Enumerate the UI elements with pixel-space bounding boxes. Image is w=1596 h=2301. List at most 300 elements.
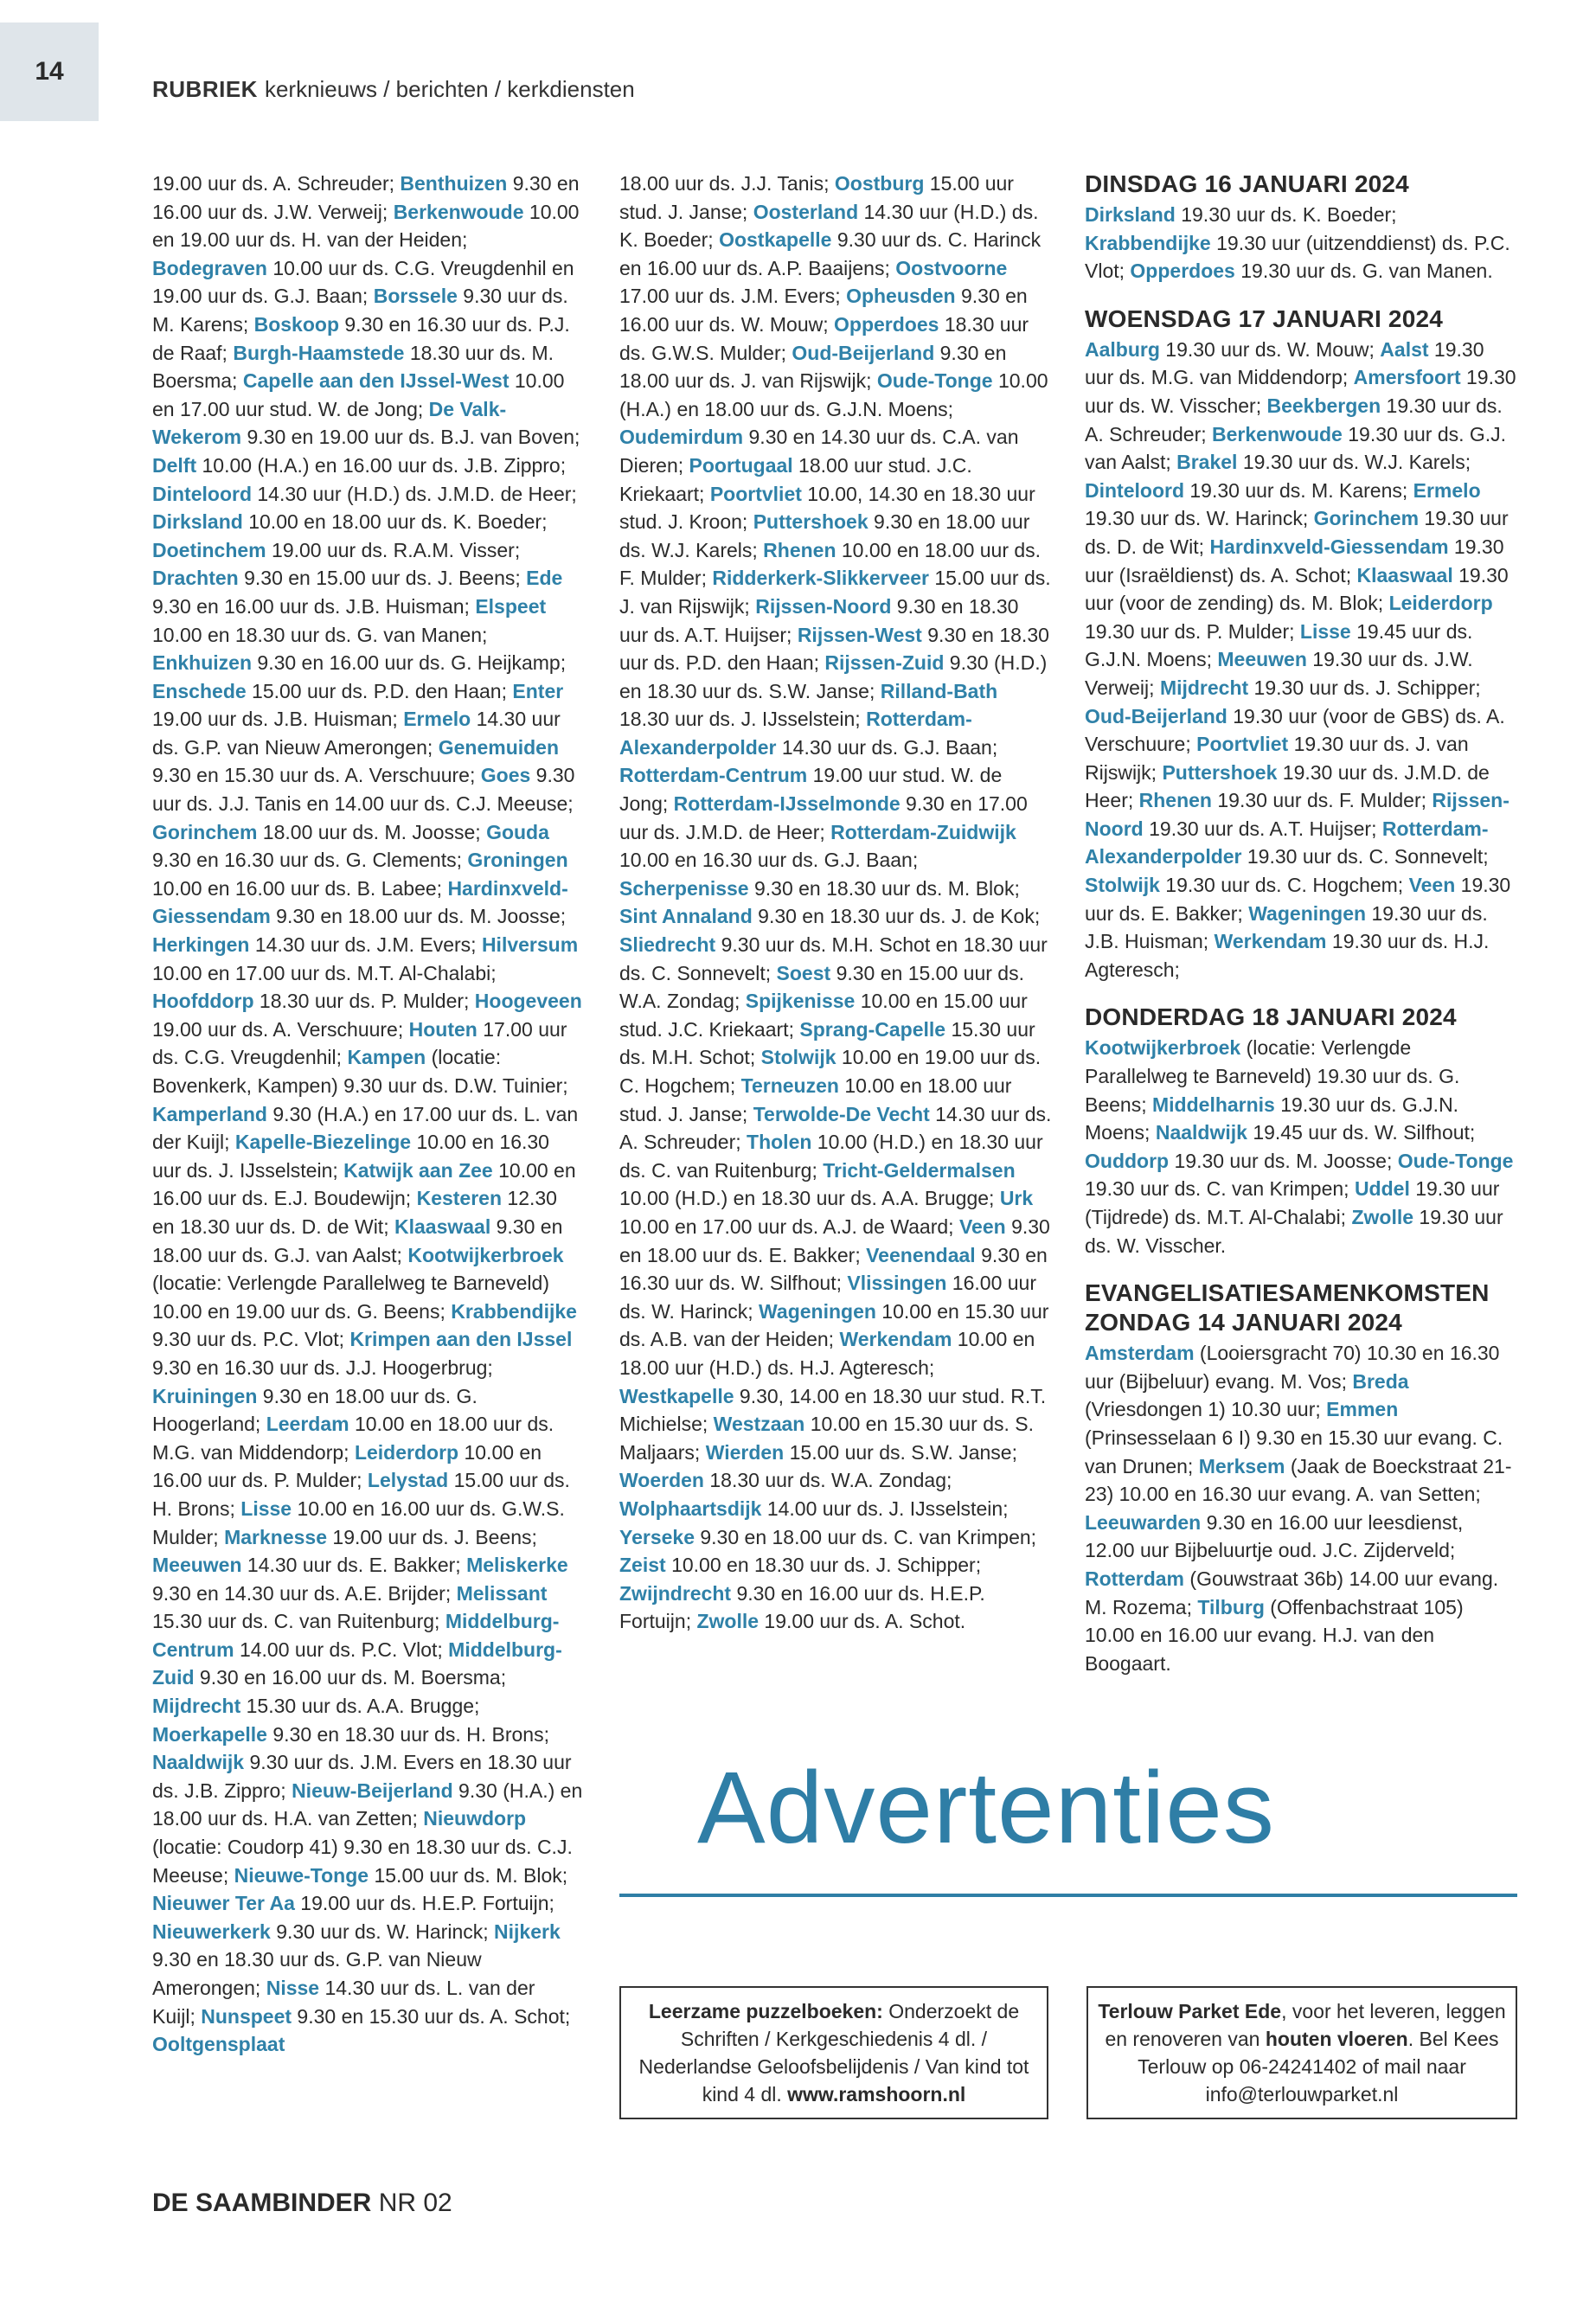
ad-text <box>1095 1997 1509 2108</box>
service-text: 12.30 en 18.30 uur ds. D. de Wit; <box>152 1187 557 1238</box>
service-text: 9.30 en 18.00 uur ds. W.J. Karels; <box>619 510 1030 561</box>
place-name: Kamperland <box>152 1102 267 1125</box>
service-text: 19.30 uur ds. A. Schreuder; <box>1085 394 1503 445</box>
ad-emphasis: www.ramshoorn.nl <box>787 2083 966 2106</box>
ad-emphasis: houten vloeren <box>1265 2028 1408 2050</box>
service-text: (Jaak de Boeckstraat 21-23) 10.00 en 16.30 uur evang. A. van Setten; <box>1085 1454 1512 1506</box>
place-name: Boskoop <box>253 312 339 336</box>
place-name: Woerden <box>619 1469 704 1492</box>
place-name: Opperdoes <box>834 312 939 336</box>
place-name: Westzaan <box>713 1413 805 1436</box>
place-name: Rijssen-Noord <box>1085 789 1509 840</box>
place-name: Sliedrecht <box>619 933 716 957</box>
place-name: Ermelo <box>1413 478 1481 502</box>
service-text: 10.00 en 19.00 uur ds. H. van der Heiden; <box>152 200 580 252</box>
service-text: 19.30 uur (voor de GBS) ds. A. Verschuure; <box>1085 704 1505 756</box>
place-name: Middelharnis <box>1152 1093 1275 1116</box>
service-text: 9.30 en 18.00 uur ds. G. Hoogerland; <box>152 1384 478 1436</box>
service-text: 9.30 uur ds. M.H. Schot en 18.30 uur ds. C. Sonnevelt; <box>619 933 1048 984</box>
service-text: 14.30 uur (H.D.) ds. K. Boeder; <box>619 200 1039 252</box>
place-name: Hardinxveld-Giessendam <box>1209 535 1449 558</box>
service-text: 10.00 en 17.00 uur stud. W. de Jong; <box>152 369 565 420</box>
service-text: 9.30 en 16.00 uur ds. J.W. Verweij; <box>152 172 580 223</box>
service-text: 19.30 uur ds. M.G. van Middendorp; <box>1085 337 1484 389</box>
place-name: Rotterdam <box>1085 1567 1185 1590</box>
service-text: 9.30 en 17.00 uur ds. J.M.D. de Heer; <box>619 792 1028 843</box>
service-text: (locatie: Verlengde Parallelweg te Barneveld) 10.00 en 19.00 uur ds. G. Beens; <box>152 1272 549 1323</box>
place-name: Tilburg <box>1197 1595 1265 1618</box>
service-text: 10.00 en 18.30 uur ds. J. Schipper; <box>665 1554 982 1577</box>
place-name: Kapelle-Biezelinge <box>234 1131 412 1154</box>
day-section <box>1085 1003 1517 1259</box>
service-text: 15.00 uur stud. J. Janse; <box>619 172 1014 223</box>
service-text: 10.00 en 16.00 uur ds. B. Labee; <box>152 876 448 900</box>
service-text: 19.30 uur ds. W. Visscher; <box>1085 366 1516 417</box>
service-text: 18.30 uur ds. P. Mulder; <box>253 990 475 1013</box>
service-text: 9.30 en 14.30 uur ds. C.A. van Dieren; <box>619 426 1019 477</box>
place-name: Vlissingen <box>847 1272 947 1295</box>
place-name: Ede <box>526 567 563 590</box>
place-name: Kesteren <box>416 1187 503 1210</box>
service-text: 9.30 en 18.00 uur ds. E. Bakker; <box>619 1215 1050 1266</box>
service-text: 10.00 en 18.00 uur stud. J. Janse; <box>619 1074 1012 1125</box>
place-name: Lisse <box>1299 619 1351 643</box>
service-text: 19.30 uur ds. W. Visscher. <box>1085 1206 1503 1257</box>
service-text: 16.00 uur ds. W. Harinck; <box>619 1272 1037 1323</box>
service-text: 19.30 uur ds. H.J. Agteresch; <box>1085 930 1490 981</box>
service-text: 18.30 uur ds. M. Boersma; <box>152 341 554 393</box>
service-text: 19.30 uur ds. D. de Wit; <box>1085 507 1509 558</box>
service-text: 15.00 uur ds. M. Blok; <box>369 1863 568 1887</box>
service-text: 14.30 uur ds. G.J. Baan; <box>776 735 998 759</box>
service-text: 9.30 en 16.30 uur ds. G. Clements; <box>152 849 468 872</box>
place-name: Nieuwe-Tonge <box>234 1863 369 1887</box>
place-name: Poortugaal <box>689 453 793 477</box>
place-name: Veen <box>1408 874 1456 897</box>
day-services <box>1085 336 1517 984</box>
place-name: Uddel <box>1354 1177 1410 1201</box>
service-text: 19.30 uur ds. F. Mulder; <box>1211 789 1433 812</box>
service-text: 9.30 en 18.30 uur ds. G.P. van Nieuw Amerongen; <box>152 1948 482 1999</box>
place-name: Mijdrecht <box>152 1695 241 1718</box>
place-name: Opheusden <box>846 285 956 308</box>
place-name: Hoofddorp <box>152 990 254 1013</box>
place-name: Dirksland <box>1085 203 1176 226</box>
service-text: 10.00 en 16.30 uur ds. G.J. Baan; <box>619 849 919 872</box>
service-text: 10.00 en 18.00 uur ds. M.G. van Middendorp; <box>152 1413 554 1464</box>
header-rubric: RUBRIEK <box>152 76 258 102</box>
place-name: Bodegraven <box>152 256 267 279</box>
service-text: 15.30 uur ds. M.H. Schot; <box>619 1017 1035 1069</box>
service-text: 19.00 uur ds. J. Beens; <box>327 1525 537 1548</box>
service-text: 9.30 en 18.30 uur ds. H. Brons; <box>266 1722 549 1746</box>
service-text: 19.30 uur ds. M. Joosse; <box>1169 1149 1398 1172</box>
service-text: 18.00 uur stud. J.C. Kriekaart; <box>619 453 972 505</box>
place-name: Leiderdorp <box>354 1440 459 1464</box>
service-text: (Looiersgracht 70) 10.30 en 16.30 uur (Bijbeluur) evang. M. Vos; <box>1085 1342 1500 1393</box>
service-text: 14.30 uur ds. E. Bakker; <box>241 1554 467 1577</box>
place-name: Rilland-Bath <box>880 679 998 702</box>
place-name: Berkenwoude <box>1212 422 1343 445</box>
place-name: Doetinchem <box>152 538 266 561</box>
service-text: 9.30 en 15.00 uur ds. W.A. Zondag; <box>619 961 1024 1013</box>
place-name: Rotterdam-Alexanderpolder <box>619 708 972 759</box>
place-name: Puttershoek <box>1162 760 1278 784</box>
place-name: Nunspeet <box>201 2004 292 2028</box>
place-name: Wolphaartsdijk <box>619 1497 762 1520</box>
day-heading: DINSDAG 16 JANUARI 2024 <box>1085 170 1409 197</box>
service-text: 15.00 uur ds. H. Brons; <box>152 1469 570 1520</box>
ad-body-text: . Bel Kees Terlouw op 06-24241402 of mail naar info@terlouwparket.nl <box>1138 2028 1499 2106</box>
place-name: Naaldwijk <box>152 1751 245 1774</box>
service-text: 10.00 en 16.30 uur ds. J. IJsselstein; <box>152 1131 549 1182</box>
service-text: 9.30 en 16.30 uur ds. J.J. Hoogerbrug; <box>152 1356 493 1379</box>
service-text: 10.00 en 18.30 uur ds. G. van Manen; <box>152 623 488 646</box>
service-text: 9.30 uur ds. P.C. Vlot; <box>152 1328 350 1351</box>
service-text: 14.00 uur ds. J. IJsselstein; <box>761 1497 1009 1520</box>
service-text: 19.30 uur ds. G.J. van Aalst; <box>1085 422 1507 474</box>
service-text: 9.30 uur ds. W. Harinck; <box>270 1920 495 1943</box>
place-name: Veen <box>958 1215 1006 1238</box>
service-text: 10.00 en 15.30 uur ds. A.B. van der Heiden; <box>619 1299 1049 1351</box>
service-text: 19.30 uur ds. W.J. Karels; <box>1237 451 1471 474</box>
service-text: 19.00 uur ds. J.B. Huisman; <box>152 708 404 731</box>
service-text: 9.30 en 18.00 uur ds. J. van Rijswijk; <box>619 341 1007 393</box>
service-text: 19.00 uur ds. A. Schreuder; <box>152 172 401 195</box>
service-text: 14.00 uur ds. P.C. Vlot; <box>234 1638 449 1661</box>
place-name: Hilversum <box>481 933 579 957</box>
service-text: 19.00 uur stud. W. de Jong; <box>619 764 1003 816</box>
service-text: 9.30, 14.00 en 18.30 uur stud. R.T. Michielse; <box>619 1384 1047 1436</box>
service-text: 9.30 uur ds. J.M. Evers en 18.30 uur ds. J.B. Zippro; <box>152 1751 572 1802</box>
service-text: 9.30 en 19.00 uur ds. B.J. van Boven; <box>241 426 580 449</box>
place-name: Brakel <box>1176 451 1238 474</box>
place-name: Oosterland <box>753 200 859 223</box>
advertenties-divider <box>619 1894 1517 1897</box>
place-name: Dirksland <box>152 510 243 534</box>
service-text: 19.30 uur ds. C. Hogchem; <box>1159 874 1409 897</box>
place-name: Hardinxveld-Giessendam <box>152 876 568 928</box>
place-name: Kampen <box>347 1046 426 1069</box>
service-text: 15.30 uur ds. C. van Ruitenburg; <box>152 1610 445 1633</box>
page-footer <box>152 2189 452 2218</box>
service-text: 9.30 en 16.00 uur ds. G. Heijkamp; <box>252 651 567 675</box>
place-name: Krabbendijke <box>451 1299 577 1323</box>
place-name: Rotterdam-IJsselmonde <box>673 792 901 816</box>
footer-publication: DE SAAMBINDER <box>152 2189 372 2217</box>
day-section <box>1085 304 1517 984</box>
place-name: Spijkenisse <box>745 990 856 1013</box>
service-text: 19.00 uur ds. A. Verschuure; <box>152 1017 409 1041</box>
place-name: Leiderdorp <box>1388 592 1493 615</box>
place-name: Poortvliet <box>1196 733 1289 756</box>
place-name: Klaaswaal <box>1356 563 1453 586</box>
service-text: 14.30 uur ds. A. Schreuder; <box>619 1102 1052 1154</box>
place-name: Kootwijkerbroek <box>407 1243 564 1266</box>
place-name: Poortvliet <box>709 482 802 505</box>
ad-body-text: , voor het leveren, leggen en renoveren van <box>1105 2000 1506 2050</box>
place-name: Amersfoort <box>1353 366 1461 389</box>
service-text: 10.00 en 15.30 uur ds. S. Maljaars; <box>619 1413 1035 1464</box>
place-name: Werkendam <box>1214 930 1327 953</box>
service-text: 9.30 (H.A.) en 18.00 uur ds. H.A. van Zetten; <box>152 1779 583 1830</box>
place-name: Westkapelle <box>619 1384 734 1407</box>
service-text: 19.45 uur ds. G.J.N. Moens; <box>1085 619 1473 671</box>
place-name: Ridderkerk-Slikkerveer <box>712 567 929 590</box>
service-text: 19.30 uur (uitzenddienst) ds. P.C. Vlot; <box>1085 231 1510 283</box>
place-name: Naaldwijk <box>1155 1121 1247 1144</box>
service-text: 19.30 uur (Tijdrede) ds. M.T. Al-Chalabi; <box>1085 1177 1500 1228</box>
service-text: 10.00 en 17.00 uur ds. M.T. Al-Chalabi; <box>152 961 497 984</box>
place-name: Rotterdam-Zuidwijk <box>830 820 1016 843</box>
place-name: De Valk-Wekerom <box>152 397 507 449</box>
place-name: Amsterdam <box>1085 1342 1195 1365</box>
service-text: 19.30 uur ds. C. Sonnevelt; <box>1241 845 1489 868</box>
place-name: Merksem <box>1198 1454 1285 1477</box>
place-name: Leerdam <box>266 1413 349 1436</box>
service-text: 15.00 uur ds. P.D. den Haan; <box>246 679 513 702</box>
service-text: 10.00 (H.A.) en 16.00 uur ds. J.B. Zippro; <box>196 453 567 477</box>
service-text: 19.30 uur ds. C. van Krimpen; <box>1085 1177 1355 1201</box>
place-name: Marknesse <box>224 1525 328 1548</box>
place-name: Wierden <box>705 1440 785 1464</box>
service-text: 19.30 uur ds. A.T. Huijser; <box>1143 817 1382 840</box>
place-name: Dinteloord <box>1085 478 1184 502</box>
service-text: 15.00 uur ds. S.W. Janse; <box>784 1440 1017 1464</box>
place-name: Aalburg <box>1085 337 1160 361</box>
page-number-box <box>0 22 99 121</box>
place-name: Capelle aan den IJssel-West <box>242 369 510 393</box>
place-name: Aalst <box>1380 337 1429 361</box>
place-name: Melissant <box>456 1581 548 1605</box>
place-name: Nieuwer Ter Aa <box>152 1892 295 1915</box>
ad-body-text: Onderzoekt de Schriften / Kerkgeschiedenis 4 dl. / Nederlandse Geloofsbelijdenis / Van kind tot kind 4 dl. <box>638 2000 1029 2106</box>
service-text: 9.30 en 18.00 uur ds. C. van Krimpen; <box>694 1525 1037 1548</box>
service-text: (locatie: Coudorp 41) 9.30 en 18.30 uur ds. C.J. Meeuse; <box>152 1836 573 1887</box>
place-name: Benthuizen <box>400 172 508 195</box>
place-name: Gorinchem <box>1313 507 1420 530</box>
service-text: 18.30 uur ds. G.W.S. Mulder; <box>619 312 1029 364</box>
place-name: Zwijndrecht <box>619 1581 732 1605</box>
service-text: 19.45 uur ds. W. Silfhout; <box>1247 1121 1476 1144</box>
place-name: Beekbergen <box>1266 394 1381 417</box>
place-name: Nijkerk <box>494 1920 561 1943</box>
place-name: Sprang-Capelle <box>799 1017 946 1041</box>
place-name: Mijdrecht <box>1159 676 1249 699</box>
place-name: Breda <box>1352 1369 1409 1393</box>
place-name: Berkenwoude <box>393 200 524 223</box>
service-text: 10.00 (H.D.) en 18.30 uur ds. A.A. Brugge; <box>619 1187 1000 1210</box>
service-text: 9.30 en 16.00 uur ds. W. Mouw; <box>619 285 1028 336</box>
place-name: Enkhuizen <box>152 651 253 675</box>
place-name: Wageningen <box>1248 901 1367 925</box>
service-text: 9.30 en 16.00 uur ds. M. Boersma; <box>194 1666 507 1689</box>
service-text: 10.00 (H.D.) en 18.30 uur ds. C. van Ruitenburg; <box>619 1131 1043 1182</box>
service-text: 18.00 uur ds. M. Joosse; <box>257 820 487 843</box>
place-name: Ermelo <box>403 708 471 731</box>
place-name: Nisse <box>266 1977 320 1999</box>
service-text: 17.00 uur ds. C.G. Vreugdenhil; <box>152 1017 567 1069</box>
place-name: Lelystad <box>367 1469 449 1492</box>
place-name: Rijssen-West <box>797 623 922 646</box>
place-name: Rhenen <box>1138 789 1212 812</box>
service-text: 19.30 uur ds. W. Mouw; <box>1159 337 1381 361</box>
service-text: 10.00, 14.30 en 18.30 uur stud. J. Kroon; <box>619 482 1035 534</box>
service-text: 19.30 uur ds. P. Mulder; <box>1085 619 1300 643</box>
place-name: Nieuw-Beijerland <box>292 1779 453 1802</box>
service-text: 9.30 en 15.00 uur ds. J. Beens; <box>238 567 527 590</box>
service-text: (locatie: Verlengde Parallelweg te Barneveld) 19.30 uur ds. G. Beens; <box>1085 1036 1460 1116</box>
service-text: 10.00 en 18.00 uur (H.D.) ds. H.J. Agteresch; <box>619 1328 1035 1379</box>
place-name: Genemuiden <box>438 735 560 759</box>
day-heading: WOENSDAG 17 JANUARI 2024 <box>1085 304 1444 332</box>
service-text: 14.30 uur ds. G.P. van Nieuw Amerongen; <box>152 708 561 759</box>
ad-emphasis: Leerzame puzzelboeken: <box>648 2000 883 2022</box>
place-name: Groningen <box>467 849 568 872</box>
day-section <box>1085 1279 1517 1677</box>
place-name: Ouddorp <box>1085 1149 1170 1172</box>
place-name: Borssele <box>373 285 458 308</box>
advertisement-terlouw-parket <box>1086 1986 1517 2119</box>
service-text: 19.30 uur ds. G. van Manen. <box>1234 260 1493 283</box>
place-name: Dinteloord <box>152 482 252 505</box>
service-text: 19.30 uur ds. J. van Rijswijk; <box>1085 733 1469 784</box>
service-text: 10.00 en 16.00 uur ds. G.W.S. Mulder; <box>152 1497 565 1548</box>
service-text: 9.30 en 15.30 uur ds. A. Schot; <box>292 2004 571 2028</box>
place-name: Krabbendijke <box>1085 231 1211 254</box>
service-text: (Prinsesselaan 6 I) 9.30 en 15.30 uur evang. C. van Drunen; <box>1085 1426 1503 1477</box>
church-services-column-1 <box>152 170 583 2059</box>
place-name: Kruiningen <box>152 1384 258 1407</box>
service-text: 19.30 uur ds. J. Schipper; <box>1248 676 1481 699</box>
place-name: Soest <box>776 961 831 984</box>
place-name: Scherpenisse <box>619 876 749 900</box>
service-text: 19.30 uur ds. G.J.N. Moens; <box>1085 1093 1459 1144</box>
place-name: Krimpen aan den IJssel <box>349 1328 573 1351</box>
service-text: 9.30 en 16.30 uur ds. P.J. de Raaf; <box>152 312 570 364</box>
place-name: Stolwijk <box>1085 874 1160 897</box>
service-text: 19.30 uur ds. J.W. Verweij; <box>1085 648 1473 699</box>
service-text: 9.30 en 18.30 uur ds. A.T. Huijser; <box>619 594 1019 646</box>
service-text: 9.30 (H.A.) en 17.00 uur ds. L. van der Kuijl; <box>152 1102 579 1154</box>
service-text: (Vriesdongen 1) 10.30 uur; <box>1085 1398 1327 1421</box>
place-name: Kootwijkerbroek <box>1085 1036 1241 1060</box>
service-text: 10.00 en 15.00 uur stud. J.C. Kriekaart; <box>619 990 1028 1041</box>
service-text: 19.30 uur (voor de zending) ds. M. Blok; <box>1085 563 1509 615</box>
place-name: Tricht-Geldermalsen <box>823 1158 1016 1182</box>
service-text: 19.00 uur ds. H.E.P. Fortuijn; <box>294 1892 554 1915</box>
place-name: Middelburg-Centrum <box>152 1610 560 1661</box>
place-name: Tholen <box>747 1131 812 1154</box>
place-name: Klaaswaal <box>394 1215 491 1238</box>
place-name: Emmen <box>1326 1398 1399 1421</box>
place-name: Meeuwen <box>152 1554 242 1577</box>
service-text: (Offenbachstraat 105) 10.00 en 16.00 uur evang. H.J. van den Boogaart. <box>1085 1595 1464 1675</box>
place-name: Nieuwerkerk <box>152 1920 271 1943</box>
place-name: Middelburg-Zuid <box>152 1638 562 1689</box>
service-text: 19.30 uur ds. W. Harinck; <box>1085 507 1314 530</box>
place-name: Rotterdam-Centrum <box>619 764 808 787</box>
place-name: Delft <box>152 453 197 477</box>
place-name: Burgh-Haamstede <box>233 341 405 364</box>
service-text: 14.30 uur ds. J.M. Evers; <box>249 933 482 957</box>
service-text: 9.30 en 18.00 uur ds. G.J. van Aalst; <box>152 1215 563 1266</box>
service-text: 9.30 uur ds. C. Harinck en 16.00 uur ds. A.P. Baaijens; <box>619 228 1042 279</box>
service-text: 17.00 uur ds. J.M. Evers; <box>619 285 847 308</box>
service-text: 9.30 en 18.30 uur ds. M. Blok; <box>748 876 1020 900</box>
place-name: Nieuwdorp <box>423 1807 527 1830</box>
day-services <box>1085 1339 1517 1677</box>
place-name: Gorinchem <box>152 820 258 843</box>
place-name: Veenendaal <box>866 1243 976 1266</box>
place-name: Enter <box>512 679 564 702</box>
church-services-column-2 <box>619 170 1052 1636</box>
service-text: 19.30 uur (Israëldienst) ds. A. Schot; <box>1085 535 1504 586</box>
service-text: 9.30 en 14.30 uur ds. A.E. Brijder; <box>152 1581 457 1605</box>
place-name: Opperdoes <box>1130 260 1235 283</box>
service-text: 10.00 en 17.00 uur ds. A.J. de Waard; <box>619 1215 959 1238</box>
service-text: 10.00 en 16.00 uur ds. P. Mulder; <box>152 1440 542 1492</box>
place-name: Oude-Tonge <box>876 369 993 393</box>
place-name: Oostburg <box>834 172 925 195</box>
place-name: Werkendam <box>839 1328 952 1351</box>
service-text: 9.30 uur ds. M. Karens; <box>152 285 568 336</box>
service-text: 14.30 uur (H.D.) ds. J.M.D. de Heer; <box>252 482 577 505</box>
weekday-services-column <box>1085 170 1517 1696</box>
service-text: 19.30 uur ds. K. Boeder; <box>1175 203 1397 226</box>
service-text: 9.30 (H.D.) en 18.30 uur ds. S.W. Janse; <box>619 651 1048 702</box>
service-text: 9.30 en 18.30 uur ds. J. de Kok; <box>752 905 1041 928</box>
service-text: 10.00 (H.A.) en 18.00 uur ds. G.J.N. Moens; <box>619 369 1048 420</box>
place-name: Rijssen-Zuid <box>824 651 945 675</box>
service-text: 19.30 uur ds. M. Karens; <box>1184 478 1413 502</box>
service-text: 9.30 uur ds. J.J. Tanis en 14.00 uur ds. C.J. Meeuse; <box>152 764 575 816</box>
place-name: Oud-Beijerland <box>792 341 935 364</box>
place-name: Oudemirdum <box>619 426 744 449</box>
place-name: Goes <box>480 764 531 787</box>
service-text: 10.00 uur ds. C.G. Vreugdenhil en 19.00 uur ds. G.J. Baan; <box>152 256 574 308</box>
service-text: 9.30 en 16.30 uur ds. W. Silfhout; <box>619 1243 1048 1295</box>
service-text: 9.30 en 16.00 uur leesdienst, 12.00 uur Bijbeluurtje oud. J.C. Zijderveld; <box>1085 1510 1464 1562</box>
page-number: 14 <box>35 57 64 86</box>
day-services <box>1085 1034 1517 1259</box>
service-text: 9.30 en 15.30 uur ds. A. Verschuure; <box>152 764 481 787</box>
place-name: Urk <box>999 1187 1034 1210</box>
place-name: Gouda <box>486 820 549 843</box>
service-text: 18.00 uur ds. J.J. Tanis; <box>619 172 835 195</box>
place-name: Leeuwarden <box>1085 1510 1202 1534</box>
service-text: 10.00 en 19.00 uur ds. C. Hogchem; <box>619 1046 1042 1097</box>
service-text: 18.30 uur ds. W.A. Zondag; <box>703 1469 952 1492</box>
place-name: Lisse <box>240 1497 292 1520</box>
place-name: Enschede <box>152 679 247 702</box>
advertisement-puzzle-books <box>619 1986 1048 2119</box>
place-name: Oostkapelle <box>719 228 832 252</box>
day-section <box>1085 170 1517 285</box>
service-text: 9.30 en 16.00 uur ds. H.E.P. Fortuijn; <box>619 1581 985 1633</box>
place-name: Elspeet <box>475 594 547 618</box>
service-text: 19.00 uur ds. A. Schot. <box>759 1610 966 1633</box>
place-name: Puttershoek <box>753 510 869 534</box>
service-text: (locatie: Bovenkerk, Kampen) 9.30 uur ds. D.W. Tuinier; <box>152 1046 568 1097</box>
place-name: Zwolle <box>696 1610 760 1633</box>
service-text: 14.30 uur ds. L. van der Kuijl; <box>152 1977 535 2028</box>
place-name: Stolwijk <box>760 1046 836 1069</box>
service-text: 19.30 uur ds. J.B. Huisman; <box>1085 901 1488 953</box>
service-text: 19.00 uur ds. R.A.M. Visser; <box>266 538 521 561</box>
place-name: Rhenen <box>763 538 836 561</box>
page-header <box>152 76 635 103</box>
